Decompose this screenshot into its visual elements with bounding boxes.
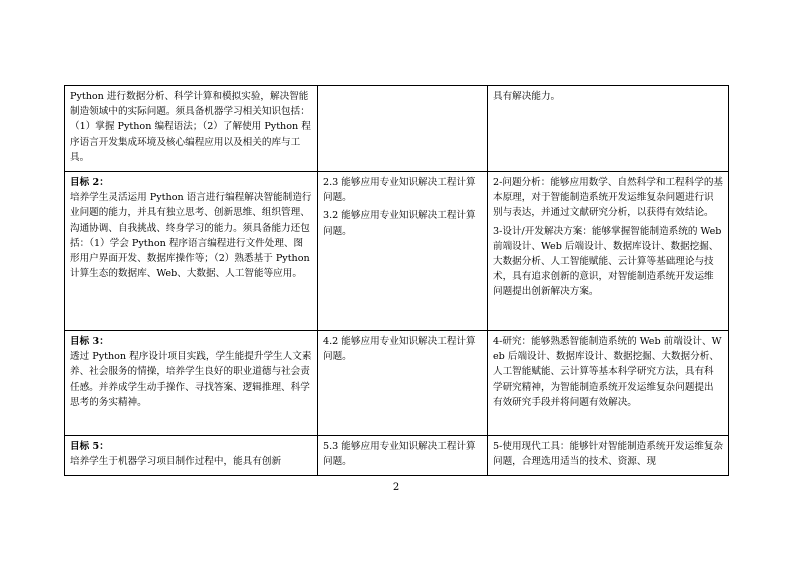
indicator-cell [318, 331, 488, 436]
indicator-text: 3.2 能够应用专业知识解决工程计算问题。 [323, 210, 476, 237]
graduation-requirement-text: 5-使用现代工具：能够针对智能制造系统开发运维复杂问题，合理选用适当的技术、资源、现 [493, 441, 724, 468]
indicator-cell [318, 436, 488, 476]
graduation-requirement-text: 2-问题分析：能够应用数学、自然科学和工程科学的基本原理，对于智能制造系统开发运维复杂问题进行识别与表达，并通过文献研究分析，以获得有效结论。 [493, 177, 724, 219]
table-row [65, 172, 729, 331]
indicator-text: 4.2 能够应用专业知识解决工程计算问题。 [323, 336, 476, 363]
graduation-requirement-cell [488, 172, 729, 331]
graduation-requirement-text: 具有解决能力。 [493, 91, 561, 102]
objective-cell [65, 436, 318, 476]
graduation-requirement-cell [488, 331, 729, 436]
objective-cell [65, 331, 318, 436]
page-number: 2 [392, 482, 400, 493]
objective-cell [65, 86, 318, 172]
objective-label: 目标 5： [70, 441, 109, 452]
indicator-cell [318, 86, 488, 172]
objective-text: 培养学生于机器学习项目制作过程中，能具有创新 [70, 456, 282, 468]
graduation-requirement-cell [488, 86, 729, 172]
objective-text: Python 进行数据分析、科学计算和模拟实验，解决智能制造领域中的实际问题。须具备机器学习相关知识包括：（1）掌握 Python 编程语法；（2）了解使用 Python 程序语言开发集成环境及核心编程应用以及相关的库与工具。 [70, 91, 311, 163]
graduation-requirement-text: 3-设计/开发解决方案：能够掌握智能制造系统的 Web 前端设计、Web 后端设计、数据库设计、数据挖掘、大数据分析、人工智能赋能、云计算等基础理论与技术，具有追求创新的意识，对智能制造系统开发运维问题提出创新解决方案。 [493, 225, 722, 298]
objective-text: 透过 Python 程序设计项目实践，学生能提升学生人文素养、社会服务的情操，培养学生良好的职业道德与社会责任感。并养成学生动手操作、寻找答案、逻辑推理、科学思考的务实精神。 [70, 351, 312, 408]
graduation-requirement-cell [488, 436, 729, 476]
table-row [65, 436, 729, 476]
objective-label: 目标 3： [70, 336, 109, 347]
indicator-text: 2.3 能够应用专业知识解决工程计算问题。 [323, 177, 476, 204]
objective-text: 培养学生灵活运用 Python 语言进行编程解决智能制造行业问题的能力，并具有独立思考、创新思维、组织管理、沟通协调、自我挑战、终身学习的能力。须具备能力还包括：（1）学会 Python 程序语言编程进行文件处理、图形用户界面开发、数据库操作等；（2）熟悉基于 Python 计算生态的数据库、Web、大数据、人工智能等应用。 [70, 192, 312, 280]
indicator-text: 5.3 能够应用专业知识解决工程计算问题。 [323, 441, 476, 468]
objective-cell [65, 172, 318, 331]
objective-label: 目标 2： [70, 177, 109, 188]
table-row [65, 86, 729, 172]
graduation-requirement-text: 4-研究：能够熟悉智能制造系统的 Web 前端设计、Web 后端设计、数据库设计、数据挖掘、大数据分析、人工智能赋能、云计算等基本科学研究方法，具有科学研究精神，为智能制造系统开发运维复杂问题提出有效研究手段并将问题有效解决。 [493, 336, 722, 408]
table-row [65, 331, 729, 436]
indicator-cell [318, 172, 488, 331]
course-objectives-table [64, 85, 729, 476]
